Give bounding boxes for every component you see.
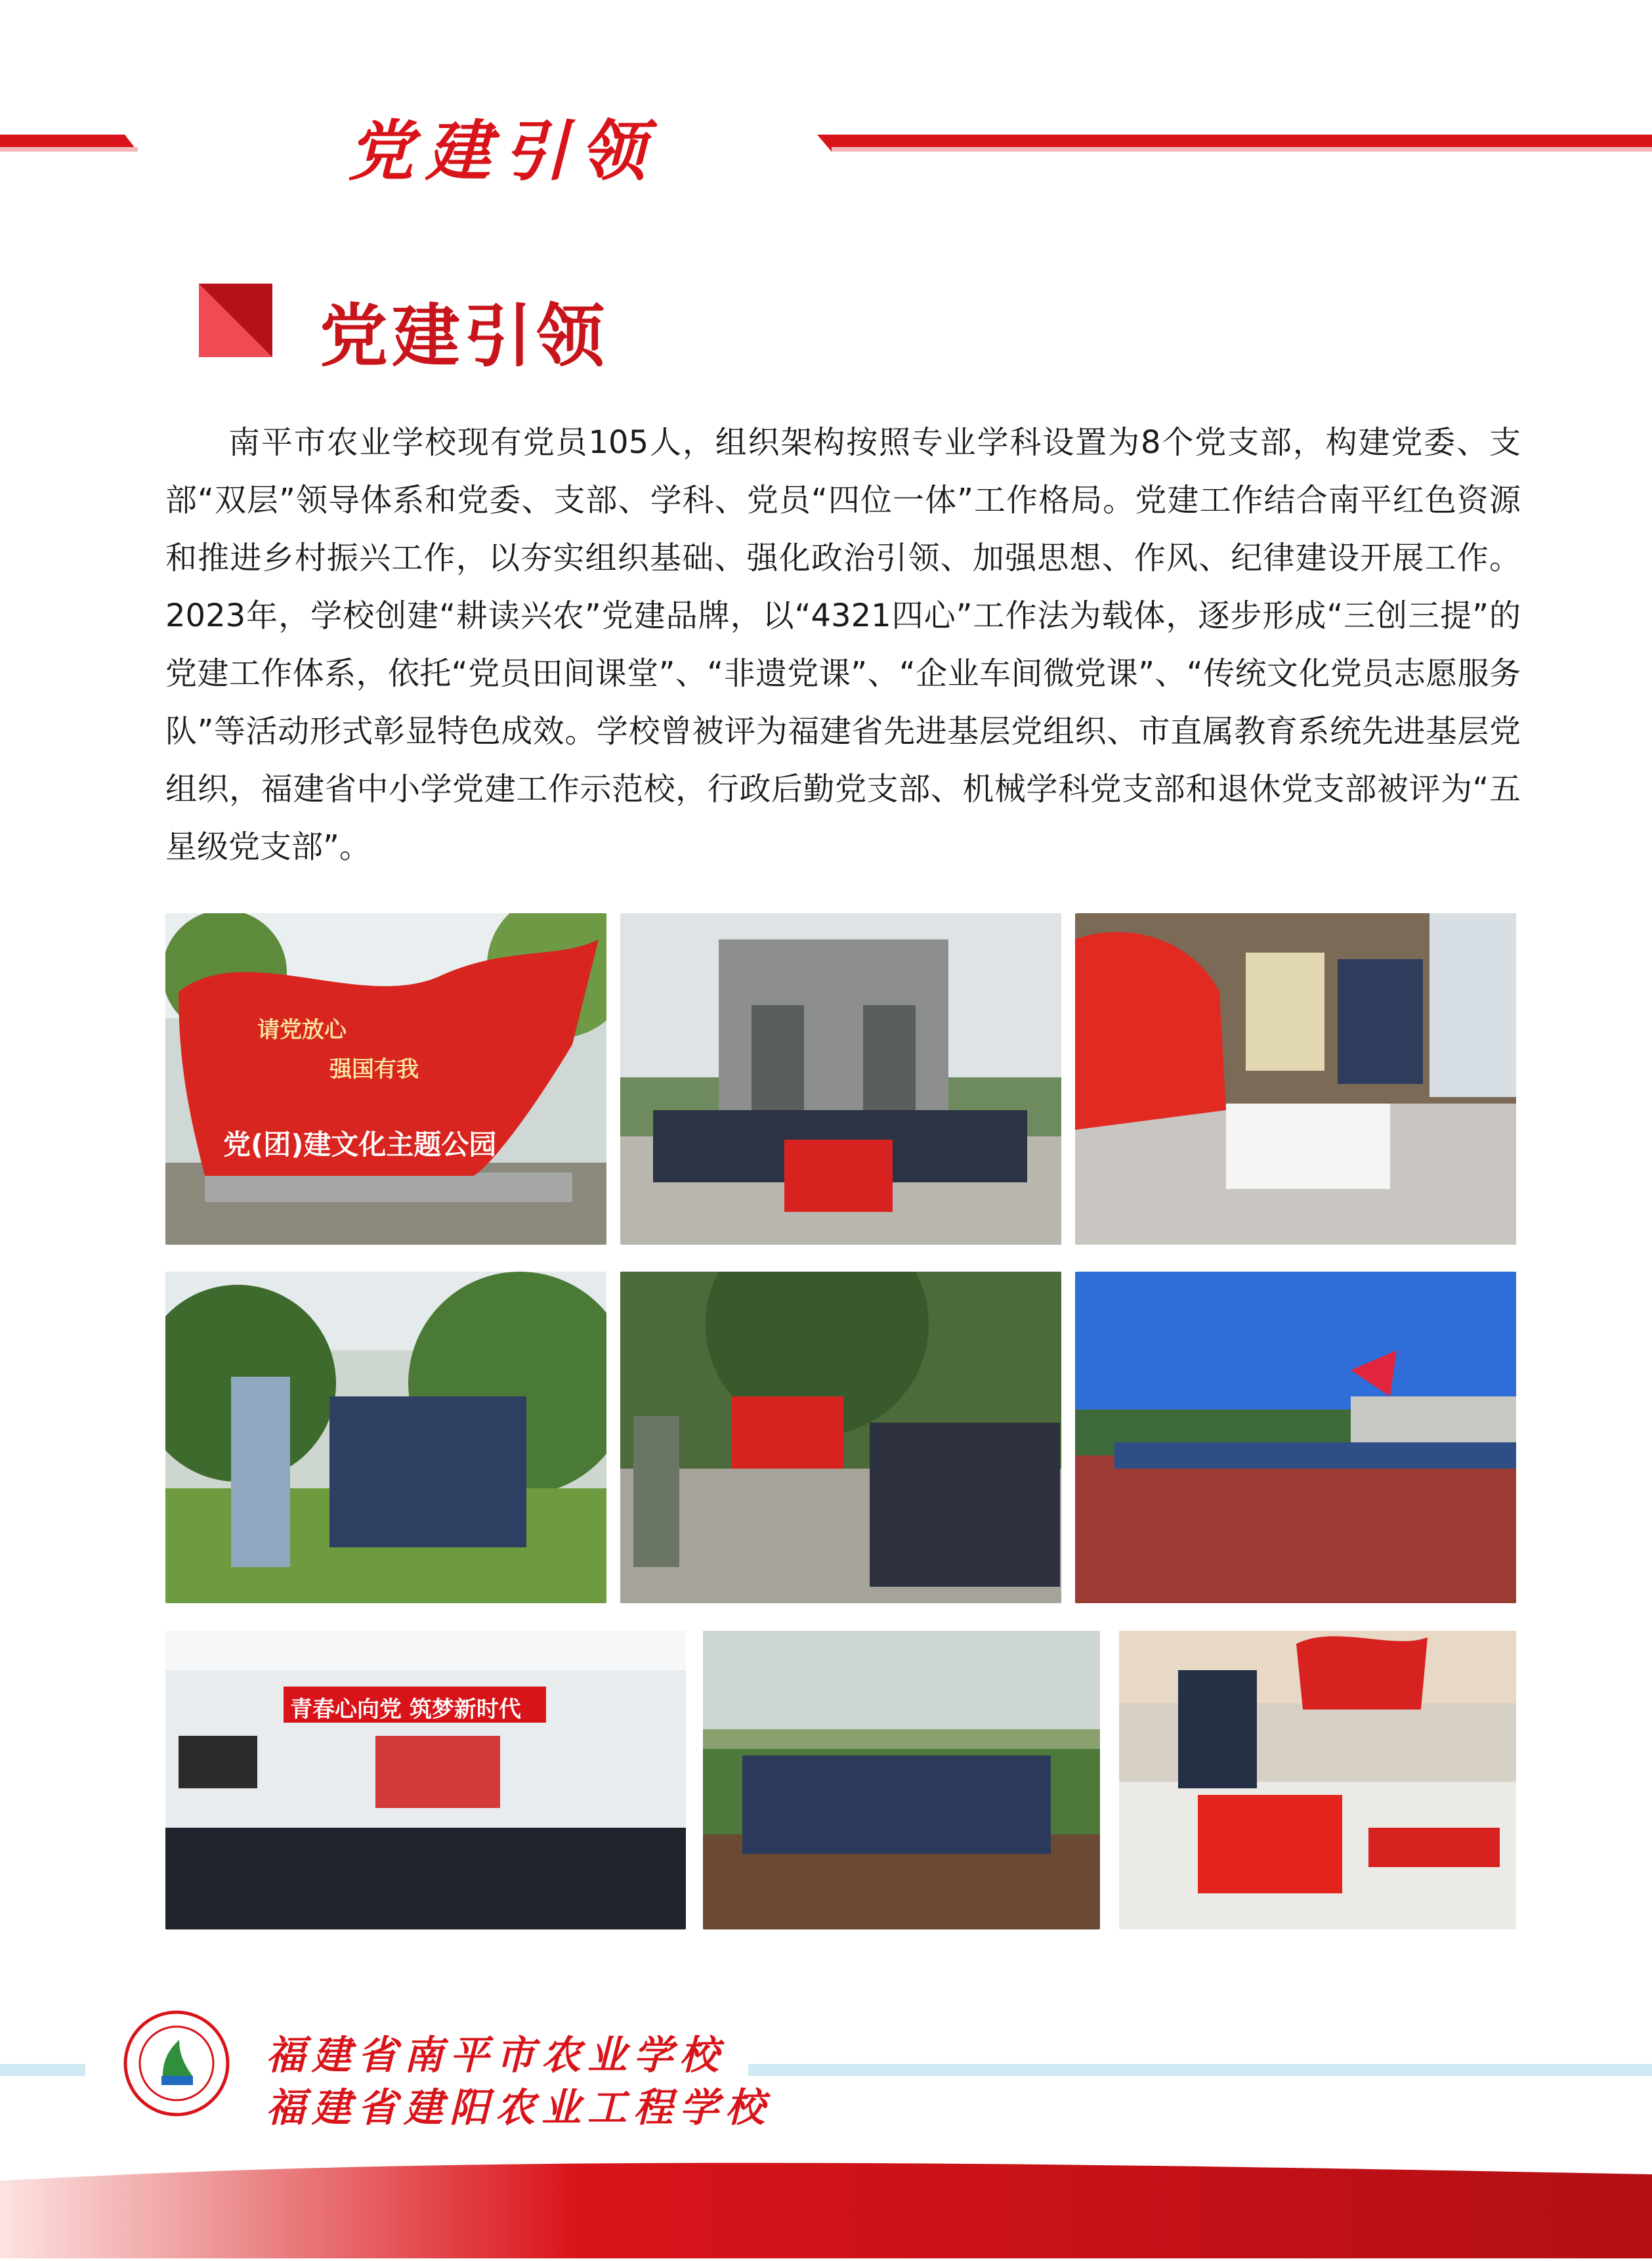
photo-greenhouse-work <box>703 1631 1100 1929</box>
photo-park-sign <box>165 913 606 1245</box>
section-title: 党建引领 <box>320 296 609 376</box>
footer-line-right <box>748 2064 1652 2076</box>
classroom-banner: 青春心向党 筑梦新时代 <box>290 1696 521 1723</box>
header-bar-right <box>817 135 1652 152</box>
footer-red-band <box>0 2155 1652 2258</box>
photo-sports-meet <box>1075 1272 1516 1603</box>
intro-paragraph: 南平市农业学校现有党员105人，组织架构按照专业学科设置为8个党支部，构建党委、支部“双层”领导体系和党委、支部、学科、党员“四位一体”工作格局。党建工作结合南平红色资源和推进乡村振兴工作，以夯实组织基础、强化政治引领、加强思想、作风、纪律建设开展工作。2023年，学校创建“耕读兴农”党建品牌，以“4321四心”工作法为载体，逐步形成“三创三提”的党建工作体系，依托“党员田间课堂”、“非遗党课”、“企业车间微党课”、“传统文化党员志愿服务队”等活动形式彰显特色成效。学校曾被评为福建省先进基层党组织、市直属教育系统先进基层党组织，福建省中小学党建工作示范校，行政后勤党支部、机械学科党支部和退休党支部被评为“五星级党支部”。 <box>165 424 1521 865</box>
photo-classroom-speech <box>165 1631 686 1929</box>
park-sign-line3: 党(团)建文化主题公园 <box>223 1129 497 1161</box>
photo-archway-group <box>620 913 1061 1245</box>
school-logo-icon <box>123 2010 230 2117</box>
banner-title: 党建引领 <box>348 112 658 190</box>
photo-tutoring <box>1075 913 1516 1245</box>
school-name-2: 福建省建阳农业工程学校 <box>266 2085 771 2131</box>
photo-calligraphy <box>1119 1631 1516 1929</box>
footer-line-left <box>0 2064 85 2076</box>
photo-flag-ceremony <box>620 1272 1061 1603</box>
photo-tree-planting <box>165 1272 606 1603</box>
header-bar-left <box>0 135 138 152</box>
school-name-1: 福建省南平市农业学校 <box>266 2033 725 2078</box>
park-sign-line1: 请党放心 <box>257 1017 347 1043</box>
park-sign-line2: 强国有我 <box>329 1056 419 1083</box>
section-marker-icon <box>199 284 272 357</box>
